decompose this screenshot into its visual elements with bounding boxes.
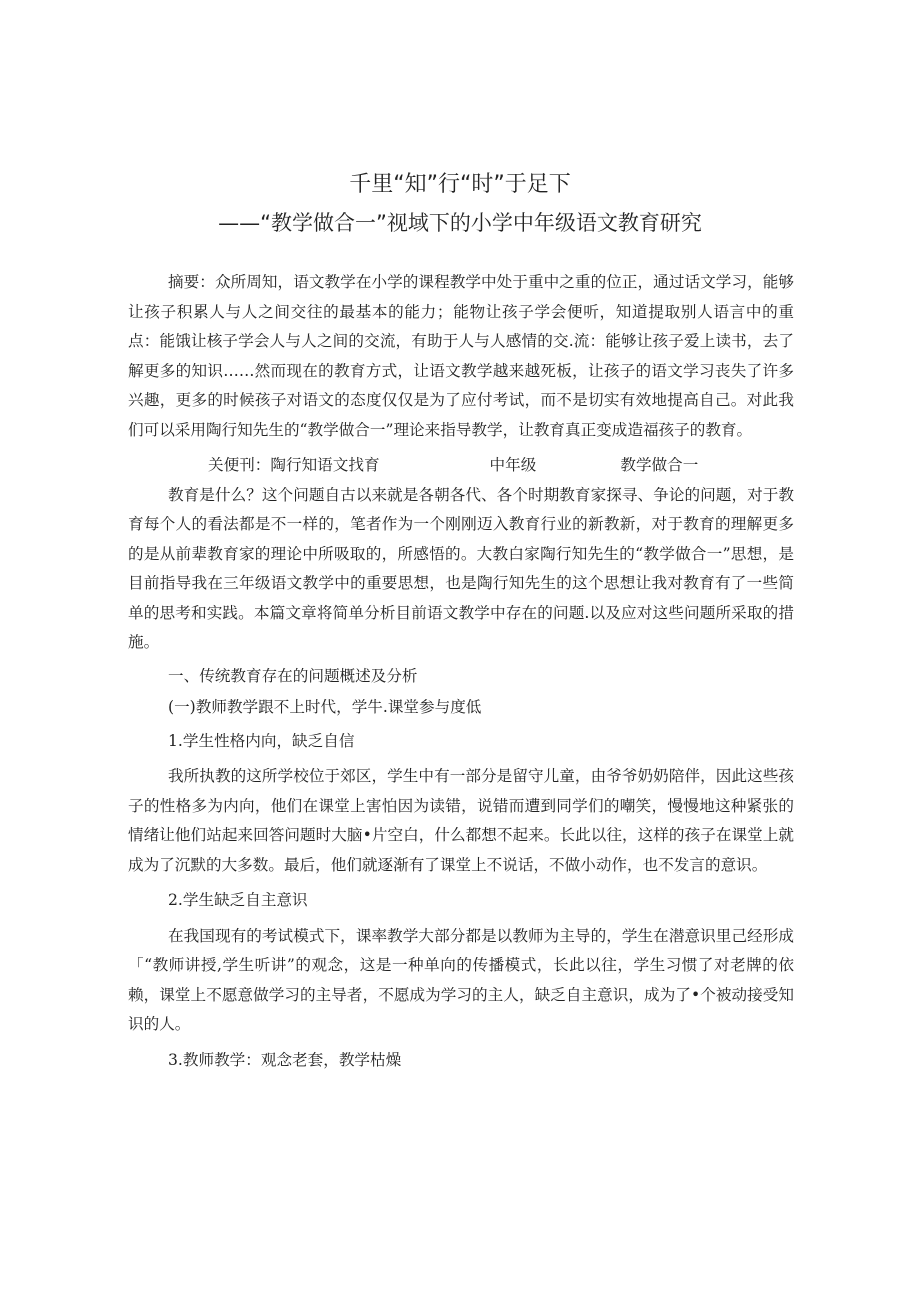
document-body [128, 268, 794, 1081]
item-heading-1: 1.学生性格内向，缺乏自信 [168, 731, 355, 750]
item-heading-3: 3.教师教学：观念老套，教学枯燥 [168, 1050, 402, 1069]
page-title: 千里“知”行“时”于足下 [349, 172, 571, 197]
item-paragraph-1: 我所执教的这所学校位于郊区，学生中有一部分是留守儿童，由爷爷奶奶陪伴，因此这些孩子的性格多为内向，他们在课堂上害怕因为读错，说错而遭到同学们的嘲笑，慢慢地这种紧张的情绪让他们站起来回答问题时大脑•片空白，什么都想不起来。长此以往，这样的孩子在课堂上就成为了沉默的大多数。最后，他们就逐渐有了课堂上不说话，不做小动作，也不发言的意识。 [128, 767, 794, 874]
keywords-line [128, 451, 794, 481]
item-heading-2: 2.学生缺乏自主意识 [168, 891, 308, 909]
keyword-1: 关便刊：陶行知语文找育 [208, 456, 380, 474]
keyword-2: 中年级 [489, 456, 537, 474]
title-block [0, 166, 920, 242]
page-subtitle: ——“教学做合一”视域下的小学中年级语文教育研究 [218, 211, 702, 235]
section-heading-1: 一、传统教育存在的问题概述及分析 [168, 666, 418, 685]
abstract-paragraph: 摘要：众所周知，语文教学在小学的课程教学中处于重中之重的位正，通过话文学习，能够让孩子积累人与人之间交往的最基本的能力；能物让孩子学会便听，知道提取别人语言中的重点：能饿让核子学会人与人之间的交流，有助于人与人感情的交.流：能够让孩子爱上读书，去了解更多的知识……然而现在的教育方式，让语文教学越来越死板，让孩子的语文学习丧失了许多兴趣，更多的时候孩子对语文的态度仅仅是为了应付考试，而不是切实有效地提高自己。对此我们可以采用陶行知先生的“教学做合一”理论来指导教学，让教育真正变成造福孩子的教育。 [128, 273, 794, 439]
intro-paragraph: 教育是什么？这个问题自古以来就是各朝各代、各个时期教育家探寻、争论的问题，对于教育每个人的看法都是不一样的，笔者作为一个刚刚迈入教育行业的新教新，对于教育的理解更多的是从前辈教育家的理论中所吸取的，所感悟的。大教白家陶行知先生的“教学做合一”思想，是目前指导我在三年级语文教学中的重要思想，也是陶行知先生的这个思想让我对教育有了一些简单的思考和实践。本篇文章将简单分析目前语文教学中存在的问题.以及应对这些问题所采取的措施。 [128, 485, 794, 651]
subsection-heading-1-1: (一)教师教学跟不上时代，学牛.课堂参与度低 [168, 698, 482, 716]
item-paragraph-2: 在我国现有的考试模式下，课率教学大部分都是以教师为主导的，学生在潜意识里己经形成「“教师讲授,学生听讲”的观念，这是一种单向的传播模式，长此以往，学生习惯了对老牌的依赖，课堂上不愿意做学习的主导者，不愿成为学习的主人，缺乏自主意识，成为了•个被动接受知识的人。 [128, 926, 794, 1033]
keyword-3: 教学做合一 [620, 456, 699, 474]
